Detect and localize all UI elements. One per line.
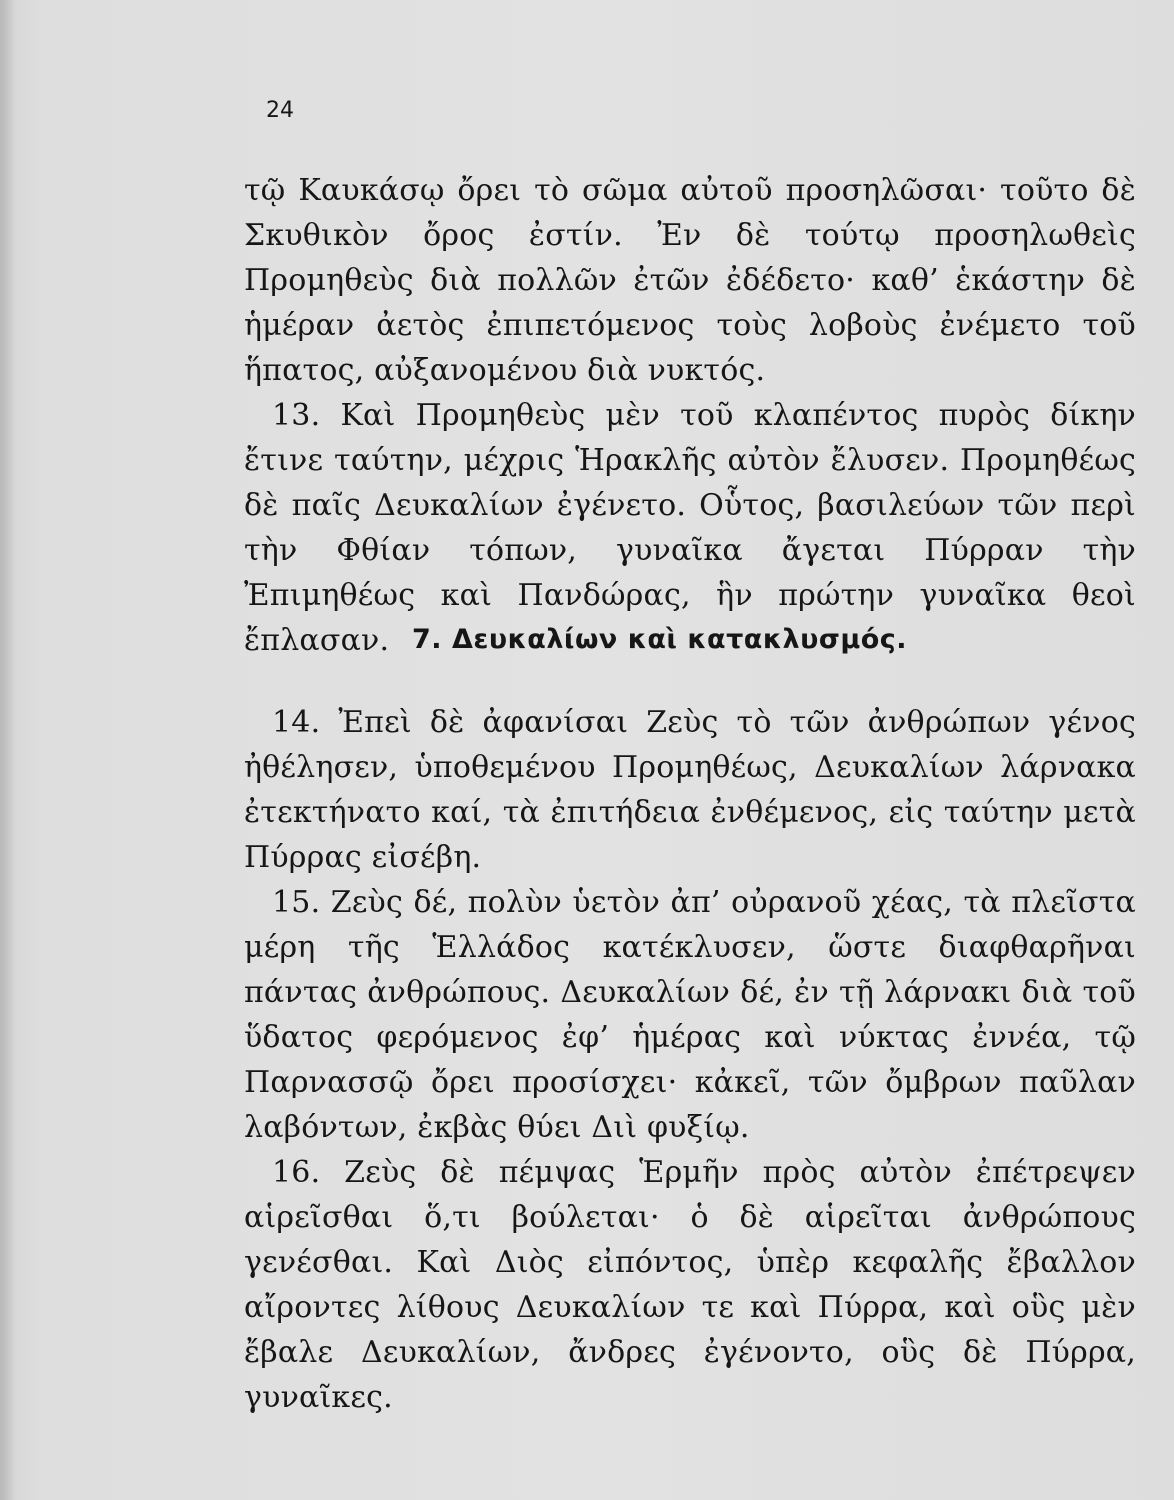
paragraph-16: 16. Ζεὺς δὲ πέμψας Ἑρμῆν πρὸς αὐτὸν ἐπέτρεψεν αἱρεῖσθαι ὅ,τι βούλεται· ὁ δὲ αἱρεῖται ἀνθρώπους γενέσθαι. Καὶ Διὸς εἰπόντος, ὑπὲρ κεφαλῆς ἔβαλλον αἴροντες λίθους Δευκαλίων τε καὶ Πύρρα, καὶ οὓς μὲν ἔβαλε Δευκαλίων, ἄνδρες ἐγένοντο, οὓς δὲ Πύρρα, γυναῖκες. — [244, 1155, 1136, 1415]
paragraph-15: 15. Ζεὺς δέ, πολὺν ὑετὸν ἀπ’ οὐρανοῦ χέας, τὰ πλεῖστα μέρη τῆς Ἑλλάδος κατέκλυσεν, ὥστε διαφθαρῆναι πάντας ἀνθρώπους. Δευκαλίων δέ, ἐν τῇ λάρνακι διὰ τοῦ ὕδατος φερόμενος ἐφ’ ἡμέρας καὶ νύκτας ἐννέα, τῷ Παρνασσῷ ὄρει προσίσχει· κἀκεῖ, τῶν ὄμβρων παῦλαν λαβόντων, ἐκβὰς θύει Διὶ φυξίῳ. — [244, 885, 1136, 1145]
section-heading: 7. Δευκαλίων καὶ κατακλυσμός. — [412, 624, 908, 655]
paragraph-continuation: τῷ Καυκάσῳ ὄρει τὸ σῶμα αὐτοῦ προσηλῶσαι· τοῦτο δὲ Σκυθικὸν ὄρος ἐστίν. Ἐν δὲ τούτῳ προσηλωθεὶς Προμηθεὺς διὰ πολλῶν ἐτῶν ἐδέδετο· καθ’ ἑκάστην δὲ ἡμέραν ἀετὸς ἐπιπετόμενος τοὺς λοβοὺς ἐνέμετο τοῦ ἥπατος, αὐξανομένου διὰ νυκτός. — [244, 173, 1136, 388]
page-number: 24 — [266, 98, 294, 123]
text-block-bottom — [244, 700, 1136, 1420]
paragraph-13: 13. Καὶ Προμηθεὺς μὲν τοῦ κλαπέντος πυρὸς δίκην ἔτινε ταύτην, μέχρις Ἡρακλῆς αὐτὸν ἔλυσεν. Προμηθέως δὲ παῖς Δευκαλίων ἐγένετο. Οὗτος, βασιλεύων τῶν περὶ τὴν Φθίαν τόπων, γυναῖκα ἄγεται Πύρραν τὴν Ἐπιμηθέως καὶ Πανδώρας, ἣν πρώτην γυναῖκα θεοὶ ἔπλασαν. — [244, 398, 1136, 658]
text-block-top — [244, 168, 1136, 663]
spine-shadow — [0, 0, 16, 1500]
paragraph-14: 14. Ἐπεὶ δὲ ἀφανίσαι Ζεὺς τὸ τῶν ἀνθρώπων γένος ἠθέλησεν, ὑποθεμένου Προμηθέως, Δευκαλίων λάρνακα ἐτεκτήνατο καί, τὰ ἐπιτήδεια ἐνθέμενος, εἰς ταύτην μετὰ Πύρρας εἰσέβη. — [244, 705, 1136, 875]
